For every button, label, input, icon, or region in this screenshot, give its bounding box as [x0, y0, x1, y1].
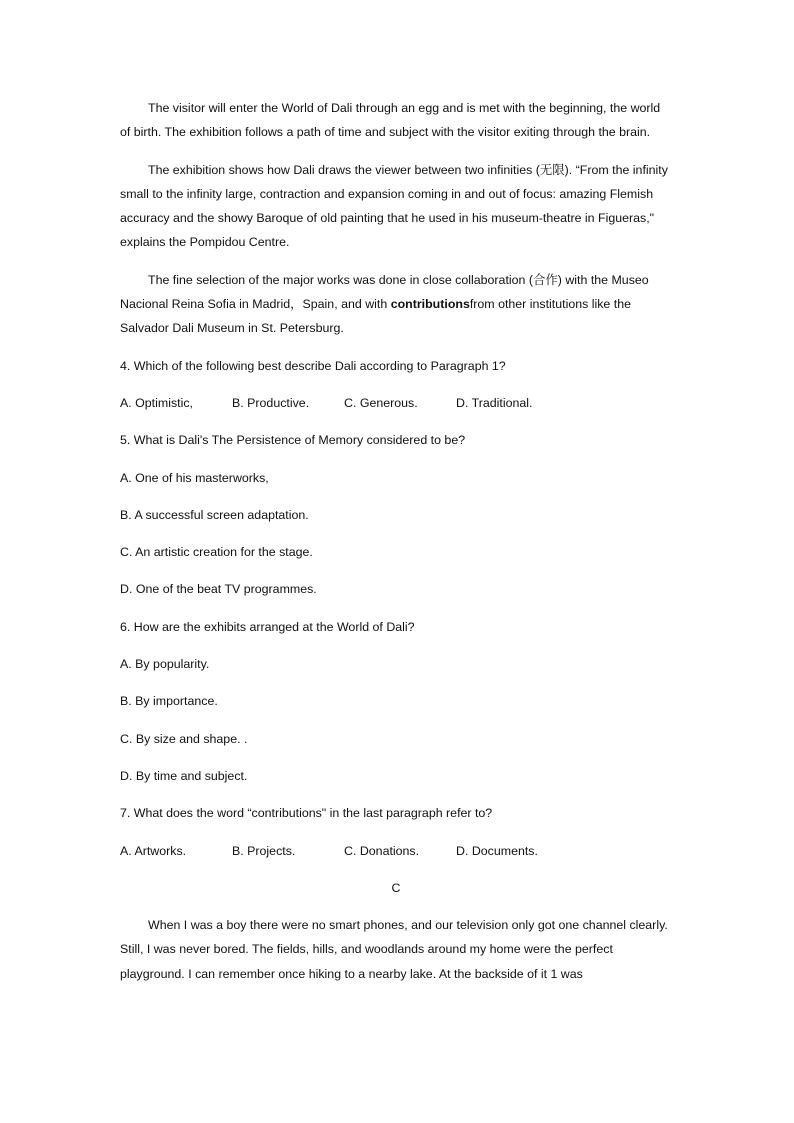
q7-option-c: C. Donations.	[344, 843, 420, 858]
question-6: 6. How are the exhibits arranged at the World of Dali?	[120, 619, 415, 634]
question-5: 5. What is Dali's The Persistence of Memory considered to be?	[120, 433, 466, 448]
q4-option-a: A. Optimistic,	[120, 395, 193, 410]
q5-option-b: B. A successful screen adaptation.	[120, 507, 309, 522]
q4-option-b: B. Productive.	[232, 395, 310, 410]
q7-option-b: B. Projects.	[232, 843, 296, 858]
section-c-paragraph-1: When I was a boy there were no smart phones, and our television only got one channel clearly. Still, I was never bored. The fields, hills, and woodlands around my home were the perfect playground. I can remember once hiking to a nearby lake. At the backside of it 1 was	[120, 918, 668, 981]
section-c-heading: C	[391, 880, 401, 895]
passage-paragraph-1: The visitor will enter the World of Dali through an egg and is met with the beginning, the world of birth. The exhibition follows a path of time and subject with the visitor exiting through the brain.	[120, 101, 661, 140]
bold-word-contributions: contributions	[390, 297, 470, 312]
passage-paragraph-2: The exhibition shows how Dali draws the viewer between two infinities (无限). “From the infinity small to the infinity large, contraction and expansion coming in and out of focus: amazing Flemish accuracy and the showy Baroque of old painting that he used in his museum-theatre in Figueras," explains the Pompidou Centre.	[120, 162, 668, 250]
q6-option-c: C. By size and shape. .	[120, 731, 248, 746]
q5-option-d: D. One of the beat TV programmes.	[120, 582, 317, 597]
q6-option-b: B. By importance.	[120, 694, 218, 709]
passage-paragraph-3	[120, 268, 672, 341]
document-page	[120, 96, 672, 999]
q6-option-d: D. By time and subject.	[120, 768, 248, 783]
q5-option-a: A. One of his masterworks,	[120, 470, 269, 485]
paragraph-3-text-start: The fine selection of the major works was done in close collaboration (合作) with the Museo Nacional Reina Sofia in Madrid，Spain, and with	[120, 272, 649, 312]
q7-option-d: D. Documents.	[456, 843, 538, 858]
q4-option-c: C. Generous.	[344, 395, 418, 410]
q6-option-a: A. By popularity.	[120, 657, 210, 672]
q7-option-a: A. Artworks.	[120, 843, 187, 858]
paragraph-3-text-end: from other institutions like the Salvador Dali Museum in St. Petersburg.	[120, 297, 631, 336]
question-7: 7. What does the word “contributions" in the last paragraph refer to?	[120, 806, 493, 821]
q5-option-c: C. An artistic creation for the stage.	[120, 545, 313, 560]
q4-option-d: D. Traditional.	[456, 395, 533, 410]
question-4-options	[120, 391, 672, 415]
question-7-options	[120, 839, 672, 863]
question-4: 4. Which of the following best describe Dali according to Paragraph 1?	[120, 358, 506, 373]
